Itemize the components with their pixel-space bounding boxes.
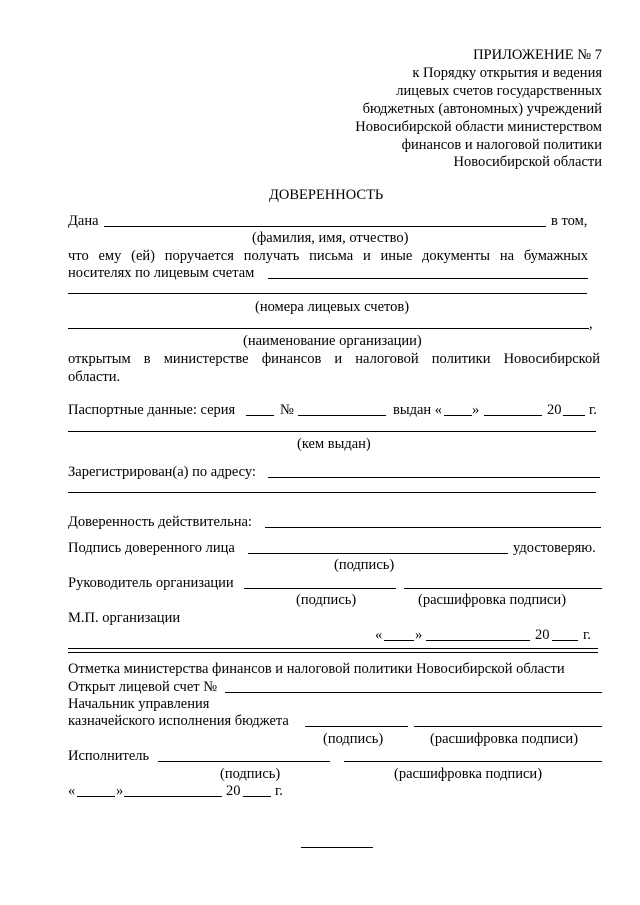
passport-series-field[interactable] <box>246 415 274 416</box>
accounts-field[interactable] <box>268 278 588 279</box>
caption-executor-sign: (подпись) <box>220 766 281 782</box>
given-label: Дана <box>68 213 99 229</box>
head-dept-line-1: Начальник управления <box>68 696 210 712</box>
date-year-field[interactable] <box>552 640 578 641</box>
accounts-label: носителях по лицевым счетам <box>68 265 255 281</box>
appendix-number: ПРИЛОЖЕНИЕ № 7 <box>473 47 602 63</box>
separator <box>68 648 598 653</box>
ministry-date-year-field[interactable] <box>243 796 271 797</box>
header-line: финансов и налоговой политики <box>401 137 602 153</box>
valid-label: Доверенность действительна: <box>68 514 252 530</box>
issued-by-field[interactable] <box>68 431 596 432</box>
footer-line <box>301 847 373 848</box>
address-field[interactable] <box>268 477 600 478</box>
header-line: бюджетных (автономных) учреждений <box>362 101 602 117</box>
ministry-date-year-suffix: г. <box>275 783 283 799</box>
passport-month-field[interactable] <box>484 415 542 416</box>
document-title: ДОВЕРЕННОСТЬ <box>269 187 384 203</box>
caption-issued-by: (кем выдан) <box>297 436 371 452</box>
caption-sign-2: (подпись) <box>296 592 357 608</box>
accounts-field-2[interactable] <box>68 293 587 294</box>
certify-label: удостоверяю. <box>513 540 596 556</box>
organization-field[interactable] <box>68 328 589 329</box>
caption-ministry-sign: (подпись) <box>323 731 384 747</box>
passport-quote-close: » <box>472 402 480 418</box>
caption-ministry-decode: (расшифровка подписи) <box>430 731 579 747</box>
date-open-quote: « <box>375 627 383 643</box>
executor-sign-field[interactable] <box>158 761 330 762</box>
ministry-date-close: » <box>116 783 124 799</box>
caption-sign: (подпись) <box>334 557 395 573</box>
header-line: Новосибирской области <box>453 154 602 170</box>
registered-label: Зарегистрирован(а) по адресу: <box>68 464 256 480</box>
passport-year-suffix: г. <box>589 402 597 418</box>
ministry-mark: Отметка министерства финансов и налоговой политики Новосибирской области <box>68 661 565 677</box>
ministry-date-open: « <box>68 783 76 799</box>
comma: , <box>589 316 593 332</box>
head-org-label: Руководитель организации <box>68 575 234 591</box>
date-year-suffix: г. <box>583 627 591 643</box>
caption-fio: (фамилия, имя, отчество) <box>252 230 409 246</box>
valid-field[interactable] <box>265 527 601 528</box>
executor-label: Исполнитель <box>68 748 150 764</box>
opened-line-2: области. <box>68 369 121 385</box>
account-opened-label: Открыт лицевой счет № <box>68 679 218 695</box>
opened-line: открытым в министерстве финансов и налоговой политики Новосибирской <box>68 351 600 367</box>
address-field-2[interactable] <box>68 492 596 493</box>
passport-label: Паспортные данные: серия <box>68 402 236 418</box>
header-line: к Порядку открытия и ведения <box>412 65 602 81</box>
header-line: лицевых счетов государственных <box>396 83 602 99</box>
account-number-field[interactable] <box>225 692 602 693</box>
passport-issued-label: выдан « <box>393 402 443 418</box>
passport-number-field[interactable] <box>298 415 386 416</box>
passport-number-sign: № <box>280 402 294 418</box>
given-end: в том, <box>551 213 588 229</box>
ministry-date-year-prefix: 20 <box>226 783 241 799</box>
date-day-field[interactable] <box>384 640 414 641</box>
executor-decode-field[interactable] <box>344 761 602 762</box>
passport-year-prefix: 20 <box>547 402 562 418</box>
assignment-line: что ему (ей) поручается получать письма и иные документы на бумажных <box>68 248 588 264</box>
ministry-date-month-field[interactable] <box>124 796 222 797</box>
caption-executor-decode: (расшифровка подписи) <box>394 766 543 782</box>
passport-year-field[interactable] <box>563 415 585 416</box>
date-year-prefix: 20 <box>535 627 550 643</box>
fio-field[interactable] <box>104 226 546 227</box>
head-dept-sign-field[interactable] <box>305 726 408 727</box>
date-month-field[interactable] <box>426 640 530 641</box>
passport-day-field[interactable] <box>444 415 472 416</box>
header-line: Новосибирской области министерством <box>355 119 602 135</box>
caption-decode: (расшифровка подписи) <box>418 592 567 608</box>
caption-org: (наименование организации) <box>243 333 422 349</box>
ministry-date-day-field[interactable] <box>77 796 115 797</box>
head-dept-line-2: казначейского исполнения бюджета <box>68 713 289 729</box>
caption-accounts: (номера лицевых счетов) <box>255 299 410 315</box>
trustee-sign-field[interactable] <box>248 553 508 554</box>
head-dept-decode-field[interactable] <box>414 726 602 727</box>
head-org-sign-field[interactable] <box>244 588 396 589</box>
head-org-decode-field[interactable] <box>404 588 602 589</box>
stamp-label: М.П. организации <box>68 610 181 626</box>
trustee-sign-label: Подпись доверенного лица <box>68 540 235 556</box>
date-close-quote: » <box>415 627 423 643</box>
